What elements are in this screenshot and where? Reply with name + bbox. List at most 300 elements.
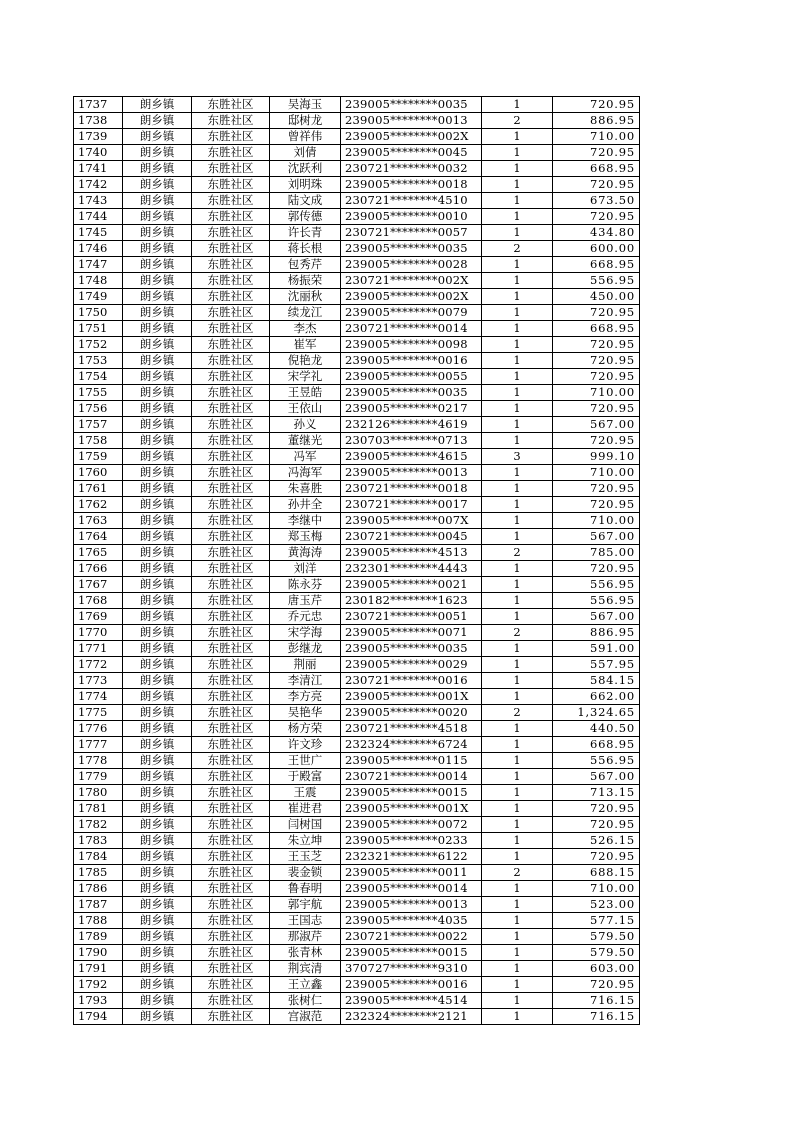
table-row (74, 321, 640, 337)
cell-amount: 577.15 (553, 913, 640, 929)
table-body (74, 97, 640, 1025)
table-row (74, 193, 640, 209)
cell-town: 朗乡镇 (123, 369, 192, 385)
cell-amount: 584.15 (553, 673, 640, 689)
table-row (74, 993, 640, 1009)
cell-row-number: 1760 (74, 465, 123, 481)
cell-town: 朗乡镇 (123, 657, 192, 673)
cell-community: 东胜社区 (192, 609, 270, 625)
cell-community: 东胜社区 (192, 961, 270, 977)
cell-town: 朗乡镇 (123, 593, 192, 609)
cell-amount: 579.50 (553, 945, 640, 961)
cell-name: 倪艳龙 (270, 353, 341, 369)
cell-amount: 1,324.65 (553, 705, 640, 721)
cell-community: 东胜社区 (192, 273, 270, 289)
cell-amount: 668.95 (553, 737, 640, 753)
cell-row-number: 1753 (74, 353, 123, 369)
cell-row-number: 1751 (74, 321, 123, 337)
cell-row-number: 1768 (74, 593, 123, 609)
table-row (74, 497, 640, 513)
cell-amount: 886.95 (553, 625, 640, 641)
cell-id-number: 239005********4615 (341, 449, 482, 465)
cell-household-count: 2 (482, 625, 553, 641)
cell-row-number: 1793 (74, 993, 123, 1009)
table-row (74, 273, 640, 289)
table-row (74, 465, 640, 481)
cell-household-count: 1 (482, 577, 553, 593)
cell-row-number: 1754 (74, 369, 123, 385)
cell-row-number: 1778 (74, 753, 123, 769)
cell-household-count: 1 (482, 401, 553, 417)
cell-id-number: 239005********0079 (341, 305, 482, 321)
cell-amount: 710.00 (553, 513, 640, 529)
cell-town: 朗乡镇 (123, 641, 192, 657)
cell-name: 包秀芹 (270, 257, 341, 273)
table-row (74, 513, 640, 529)
table-row (74, 337, 640, 353)
cell-town: 朗乡镇 (123, 225, 192, 241)
cell-row-number: 1749 (74, 289, 123, 305)
cell-amount: 673.50 (553, 193, 640, 209)
cell-amount: 668.95 (553, 257, 640, 273)
cell-row-number: 1791 (74, 961, 123, 977)
cell-community: 东胜社区 (192, 929, 270, 945)
cell-row-number: 1745 (74, 225, 123, 241)
cell-amount: 720.95 (553, 145, 640, 161)
cell-community: 东胜社区 (192, 353, 270, 369)
cell-household-count: 1 (482, 817, 553, 833)
cell-household-count: 1 (482, 321, 553, 337)
cell-id-number: 239005********0013 (341, 465, 482, 481)
table-row (74, 417, 640, 433)
cell-town: 朗乡镇 (123, 833, 192, 849)
cell-name: 郭宇航 (270, 897, 341, 913)
cell-name: 荆宾清 (270, 961, 341, 977)
cell-name: 乔元忠 (270, 609, 341, 625)
cell-name: 宫淑范 (270, 1009, 341, 1025)
cell-name: 沈跃利 (270, 161, 341, 177)
cell-household-count: 1 (482, 833, 553, 849)
cell-town: 朗乡镇 (123, 145, 192, 161)
table-row (74, 801, 640, 817)
table-row (74, 977, 640, 993)
cell-name: 杨振荣 (270, 273, 341, 289)
cell-amount: 710.00 (553, 129, 640, 145)
cell-community: 东胜社区 (192, 721, 270, 737)
cell-id-number: 239005********0072 (341, 817, 482, 833)
cell-id-number: 230721********0045 (341, 529, 482, 545)
table-row (74, 177, 640, 193)
cell-household-count: 1 (482, 369, 553, 385)
cell-row-number: 1782 (74, 817, 123, 833)
table-row (74, 897, 640, 913)
cell-id-number: 239005********0016 (341, 977, 482, 993)
cell-id-number: 230182********1623 (341, 593, 482, 609)
table-row (74, 289, 640, 305)
cell-name: 刘倩 (270, 145, 341, 161)
cell-name: 刘洋 (270, 561, 341, 577)
cell-id-number: 239005********002X (341, 129, 482, 145)
cell-name: 蒋长根 (270, 241, 341, 257)
cell-household-count: 1 (482, 881, 553, 897)
cell-amount: 720.95 (553, 353, 640, 369)
cell-id-number: 230721********4510 (341, 193, 482, 209)
cell-row-number: 1739 (74, 129, 123, 145)
cell-amount: 668.95 (553, 321, 640, 337)
cell-name: 宋学海 (270, 625, 341, 641)
cell-id-number: 239005********0018 (341, 177, 482, 193)
cell-name: 郭传德 (270, 209, 341, 225)
cell-amount: 556.95 (553, 577, 640, 593)
cell-community: 东胜社区 (192, 817, 270, 833)
cell-row-number: 1748 (74, 273, 123, 289)
cell-row-number: 1765 (74, 545, 123, 561)
table-row (74, 833, 640, 849)
cell-row-number: 1771 (74, 641, 123, 657)
cell-household-count: 1 (482, 769, 553, 785)
cell-name: 崔军 (270, 337, 341, 353)
cell-town: 朗乡镇 (123, 705, 192, 721)
cell-household-count: 1 (482, 497, 553, 513)
table-row (74, 657, 640, 673)
cell-name: 王昱皓 (270, 385, 341, 401)
cell-household-count: 1 (482, 609, 553, 625)
cell-name: 鲁春明 (270, 881, 341, 897)
cell-household-count: 1 (482, 273, 553, 289)
cell-community: 东胜社区 (192, 577, 270, 593)
cell-town: 朗乡镇 (123, 385, 192, 401)
cell-row-number: 1787 (74, 897, 123, 913)
cell-id-number: 232126********4619 (341, 417, 482, 433)
table-row (74, 577, 640, 593)
cell-id-number: 239005********0233 (341, 833, 482, 849)
cell-id-number: 230721********0017 (341, 497, 482, 513)
cell-town: 朗乡镇 (123, 241, 192, 257)
table-row (74, 689, 640, 705)
table-row (74, 705, 640, 721)
cell-household-count: 1 (482, 945, 553, 961)
cell-id-number: 239005********0021 (341, 577, 482, 593)
cell-community: 东胜社区 (192, 705, 270, 721)
cell-town: 朗乡镇 (123, 481, 192, 497)
cell-id-number: 239005********4513 (341, 545, 482, 561)
cell-row-number: 1759 (74, 449, 123, 465)
cell-household-count: 1 (482, 593, 553, 609)
cell-name: 许文珍 (270, 737, 341, 753)
cell-household-count: 1 (482, 977, 553, 993)
cell-row-number: 1764 (74, 529, 123, 545)
cell-town: 朗乡镇 (123, 753, 192, 769)
cell-name: 孙义 (270, 417, 341, 433)
table-row (74, 609, 640, 625)
cell-household-count: 1 (482, 97, 553, 113)
cell-household-count: 1 (482, 209, 553, 225)
cell-town: 朗乡镇 (123, 689, 192, 705)
cell-household-count: 2 (482, 545, 553, 561)
cell-id-number: 230721********0022 (341, 929, 482, 945)
cell-amount: 720.95 (553, 209, 640, 225)
cell-household-count: 1 (482, 561, 553, 577)
cell-id-number: 239005********0011 (341, 865, 482, 881)
cell-id-number: 239005********4514 (341, 993, 482, 1009)
cell-amount: 668.95 (553, 161, 640, 177)
cell-household-count: 2 (482, 705, 553, 721)
cell-household-count: 1 (482, 129, 553, 145)
cell-town: 朗乡镇 (123, 1009, 192, 1025)
cell-community: 东胜社区 (192, 193, 270, 209)
cell-row-number: 1758 (74, 433, 123, 449)
cell-town: 朗乡镇 (123, 529, 192, 545)
cell-row-number: 1744 (74, 209, 123, 225)
table-row (74, 401, 640, 417)
cell-amount: 557.95 (553, 657, 640, 673)
table-row (74, 1009, 640, 1025)
cell-id-number: 232301********4443 (341, 561, 482, 577)
cell-town: 朗乡镇 (123, 97, 192, 113)
cell-name: 陆文成 (270, 193, 341, 209)
cell-id-number: 239005********001X (341, 689, 482, 705)
cell-town: 朗乡镇 (123, 881, 192, 897)
table-row (74, 481, 640, 497)
table-row (74, 913, 640, 929)
cell-town: 朗乡镇 (123, 113, 192, 129)
cell-name: 陈永芬 (270, 577, 341, 593)
cell-household-count: 1 (482, 849, 553, 865)
cell-community: 东胜社区 (192, 433, 270, 449)
cell-name: 许长青 (270, 225, 341, 241)
cell-community: 东胜社区 (192, 1009, 270, 1025)
cell-name: 于殿富 (270, 769, 341, 785)
table-row (74, 385, 640, 401)
cell-id-number: 230703********0713 (341, 433, 482, 449)
cell-town: 朗乡镇 (123, 577, 192, 593)
table-row (74, 145, 640, 161)
cell-amount: 785.00 (553, 545, 640, 561)
cell-amount: 720.95 (553, 817, 640, 833)
cell-community: 东胜社区 (192, 593, 270, 609)
cell-name: 沈丽秋 (270, 289, 341, 305)
cell-town: 朗乡镇 (123, 721, 192, 737)
table-row (74, 161, 640, 177)
cell-town: 朗乡镇 (123, 129, 192, 145)
cell-row-number: 1780 (74, 785, 123, 801)
table-row (74, 817, 640, 833)
cell-name: 孙井全 (270, 497, 341, 513)
cell-name: 吴海玉 (270, 97, 341, 113)
cell-town: 朗乡镇 (123, 433, 192, 449)
cell-town: 朗乡镇 (123, 673, 192, 689)
cell-town: 朗乡镇 (123, 849, 192, 865)
cell-community: 东胜社区 (192, 369, 270, 385)
cell-household-count: 1 (482, 913, 553, 929)
cell-community: 东胜社区 (192, 449, 270, 465)
cell-town: 朗乡镇 (123, 353, 192, 369)
cell-name: 李清江 (270, 673, 341, 689)
cell-amount: 720.95 (553, 369, 640, 385)
cell-row-number: 1762 (74, 497, 123, 513)
cell-amount: 720.95 (553, 801, 640, 817)
cell-community: 东胜社区 (192, 673, 270, 689)
cell-household-count: 2 (482, 113, 553, 129)
cell-amount: 440.50 (553, 721, 640, 737)
cell-row-number: 1737 (74, 97, 123, 113)
cell-town: 朗乡镇 (123, 945, 192, 961)
cell-town: 朗乡镇 (123, 817, 192, 833)
table-row (74, 433, 640, 449)
cell-town: 朗乡镇 (123, 321, 192, 337)
cell-id-number: 239005********007X (341, 513, 482, 529)
cell-community: 东胜社区 (192, 241, 270, 257)
table-row (74, 753, 640, 769)
table-row (74, 625, 640, 641)
cell-household-count: 1 (482, 177, 553, 193)
cell-amount: 434.80 (553, 225, 640, 241)
cell-row-number: 1769 (74, 609, 123, 625)
cell-town: 朗乡镇 (123, 257, 192, 273)
cell-amount: 720.95 (553, 497, 640, 513)
cell-household-count: 1 (482, 257, 553, 273)
cell-id-number: 239005********0015 (341, 945, 482, 961)
cell-town: 朗乡镇 (123, 401, 192, 417)
cell-community: 东胜社区 (192, 257, 270, 273)
table-row (74, 129, 640, 145)
table-row (74, 257, 640, 273)
cell-amount: 710.00 (553, 385, 640, 401)
cell-community: 东胜社区 (192, 689, 270, 705)
cell-name: 王震 (270, 785, 341, 801)
cell-community: 东胜社区 (192, 129, 270, 145)
cell-name: 朱喜胜 (270, 481, 341, 497)
cell-community: 东胜社区 (192, 865, 270, 881)
cell-household-count: 1 (482, 225, 553, 241)
cell-name: 王世广 (270, 753, 341, 769)
cell-row-number: 1770 (74, 625, 123, 641)
cell-community: 东胜社区 (192, 561, 270, 577)
cell-row-number: 1779 (74, 769, 123, 785)
cell-household-count: 1 (482, 385, 553, 401)
cell-row-number: 1767 (74, 577, 123, 593)
table-row (74, 721, 640, 737)
cell-id-number: 239005********0035 (341, 385, 482, 401)
cell-household-count: 2 (482, 241, 553, 257)
cell-amount: 720.95 (553, 561, 640, 577)
cell-name: 唐玉芹 (270, 593, 341, 609)
table-row (74, 209, 640, 225)
cell-name: 杨方荣 (270, 721, 341, 737)
table-row (74, 561, 640, 577)
cell-amount: 720.95 (553, 481, 640, 497)
cell-household-count: 1 (482, 465, 553, 481)
cell-community: 东胜社区 (192, 801, 270, 817)
cell-name: 黄海涛 (270, 545, 341, 561)
cell-id-number: 230721********002X (341, 273, 482, 289)
cell-household-count: 1 (482, 993, 553, 1009)
cell-amount: 567.00 (553, 417, 640, 433)
cell-id-number: 239005********0055 (341, 369, 482, 385)
cell-town: 朗乡镇 (123, 785, 192, 801)
cell-id-number: 232324********6724 (341, 737, 482, 753)
cell-name: 冯海军 (270, 465, 341, 481)
cell-row-number: 1774 (74, 689, 123, 705)
cell-name: 续龙江 (270, 305, 341, 321)
cell-town: 朗乡镇 (123, 625, 192, 641)
cell-row-number: 1785 (74, 865, 123, 881)
cell-row-number: 1766 (74, 561, 123, 577)
table-row (74, 529, 640, 545)
cell-row-number: 1786 (74, 881, 123, 897)
cell-row-number: 1781 (74, 801, 123, 817)
cell-community: 东胜社区 (192, 209, 270, 225)
cell-id-number: 232321********6122 (341, 849, 482, 865)
cell-row-number: 1777 (74, 737, 123, 753)
cell-name: 彭继龙 (270, 641, 341, 657)
cell-id-number: 230721********0016 (341, 673, 482, 689)
cell-row-number: 1772 (74, 657, 123, 673)
cell-household-count: 1 (482, 353, 553, 369)
cell-community: 东胜社区 (192, 113, 270, 129)
cell-amount: 999.10 (553, 449, 640, 465)
cell-town: 朗乡镇 (123, 961, 192, 977)
cell-amount: 603.00 (553, 961, 640, 977)
cell-row-number: 1763 (74, 513, 123, 529)
cell-amount: 716.15 (553, 993, 640, 1009)
table-row (74, 785, 640, 801)
cell-community: 东胜社区 (192, 913, 270, 929)
table-row (74, 849, 640, 865)
cell-amount: 662.00 (553, 689, 640, 705)
cell-amount: 720.95 (553, 97, 640, 113)
cell-amount: 567.00 (553, 769, 640, 785)
cell-amount: 556.95 (553, 593, 640, 609)
cell-row-number: 1794 (74, 1009, 123, 1025)
cell-name: 邸树龙 (270, 113, 341, 129)
cell-row-number: 1740 (74, 145, 123, 161)
cell-community: 东胜社区 (192, 481, 270, 497)
cell-community: 东胜社区 (192, 225, 270, 241)
cell-community: 东胜社区 (192, 529, 270, 545)
cell-community: 东胜社区 (192, 897, 270, 913)
cell-household-count: 1 (482, 721, 553, 737)
cell-name: 王立鑫 (270, 977, 341, 993)
table-row (74, 769, 640, 785)
cell-id-number: 239005********0028 (341, 257, 482, 273)
table-row (74, 737, 640, 753)
cell-community: 东胜社区 (192, 497, 270, 513)
cell-id-number: 230721********0051 (341, 609, 482, 625)
cell-town: 朗乡镇 (123, 449, 192, 465)
cell-town: 朗乡镇 (123, 913, 192, 929)
cell-community: 东胜社区 (192, 977, 270, 993)
cell-name: 张树仁 (270, 993, 341, 1009)
cell-household-count: 1 (482, 929, 553, 945)
cell-amount: 720.95 (553, 305, 640, 321)
cell-town: 朗乡镇 (123, 289, 192, 305)
cell-id-number: 239005********0016 (341, 353, 482, 369)
cell-community: 东胜社区 (192, 417, 270, 433)
cell-household-count: 1 (482, 737, 553, 753)
cell-household-count: 1 (482, 433, 553, 449)
table-row (74, 641, 640, 657)
cell-community: 东胜社区 (192, 849, 270, 865)
cell-amount: 720.95 (553, 337, 640, 353)
cell-town: 朗乡镇 (123, 561, 192, 577)
cell-amount: 720.95 (553, 177, 640, 193)
cell-name: 冯军 (270, 449, 341, 465)
cell-row-number: 1783 (74, 833, 123, 849)
cell-id-number: 239005********0115 (341, 753, 482, 769)
cell-community: 东胜社区 (192, 785, 270, 801)
cell-row-number: 1743 (74, 193, 123, 209)
